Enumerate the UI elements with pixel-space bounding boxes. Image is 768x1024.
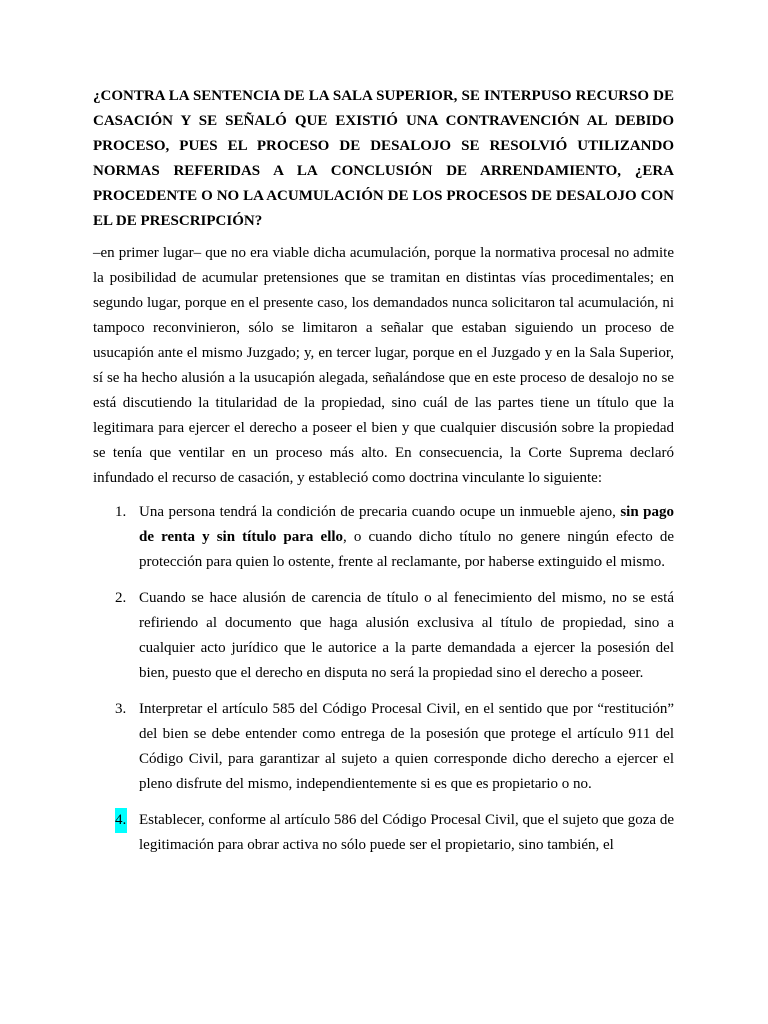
item-text: Cuando se hace alusión de carencia de título o al fenecimiento del mismo, no se está refiriendo al documento que haga alusión exclusiva al título de propiedad, sino a cualquier acto jurídico que le autorice a la parte demandada a ejercer la posesión del bien, puesto que el derecho en disputa no será la propiedad sino el derecho a poseer. bbox=[139, 590, 674, 681]
list-number: 3. bbox=[115, 701, 127, 717]
item-text: , o cuando dicho título no genere ningún efecto de protección para quien lo ostente, frente al reclamante, por haberse extinguido el mismo. bbox=[139, 529, 675, 570]
list-item bbox=[115, 586, 674, 686]
item-text: Establecer, conforme al artículo 586 del Código Procesal Civil, que el sujeto que goza de legitimación para obrar activa no sólo puede ser el propietario, sino también, el bbox=[139, 812, 674, 853]
question-heading: ¿CONTRA LA SENTENCIA DE LA SALA SUPERIOR, SE INTERPUSO RECURSO DE CASACIÓN Y SE SEÑALÓ QUE EXISTIÓ UNA CONTRAVENCIÓN AL DEBIDO PROCESO, PUES EL PROCESO DE DESALOJO SE RESOLVIÓ UTILIZANDO NORMAS REFERIDAS A LA CONCLUSIÓN DE ARRENDAMIENTO, ¿ERA PROCEDENTE O NO LA ACUMULACIÓN DE LOS PROCESOS DE DESALOJO CON EL DE PRESCRIPCIÓN? bbox=[93, 88, 674, 229]
list-item bbox=[115, 500, 675, 575]
item-bold-text: sin pago de renta y sin título para ello bbox=[139, 504, 674, 545]
list-number: 1. bbox=[115, 504, 127, 520]
list-item bbox=[115, 808, 674, 858]
list-item bbox=[115, 697, 674, 797]
item-text: Una persona tendrá la condición de precaria cuando ocupe un inmueble ajeno, bbox=[139, 504, 621, 520]
highlighted-list-number: 4. bbox=[115, 808, 127, 833]
body-paragraph: –en primer lugar– que no era viable dicha acumulación, porque la normativa procesal no admite la posibilidad de acumular pretensiones que se tramitan en distintas vías procedimentales; en segundo lugar, porque en el presente caso, los demandados nunca solicitaron tal acumulación, ni tampoco reconvinieron, sólo se limitaron a señalar que estaban siguiendo un proceso de usucapión ante el mismo Juzgado; y, en tercer lugar, porque en el Juzgado y en la Sala Superior, sí se ha hecho alusión a la usucapión alegada, señalándose que en este proceso de desalojo no se está discutiendo la titularidad de la propiedad, sino cuál de las partes tiene un título que la legitimara para ejercer el derecho a poseer el bien y que cualquier discusión sobre la propiedad se tenía que ventilar en un proceso más alto. En consecuencia, la Corte Suprema declaró infundado el recurso de casación, y estableció como doctrina vinculante lo siguiente: bbox=[93, 245, 674, 486]
doctrine-list bbox=[93, 500, 674, 858]
item-text: Interpretar el artículo 585 del Código Procesal Civil, en el sentido que por “restitución” del bien se debe entender como entrega de la posesión que protege el artículo 911 del Código Civil, para garantizar al sujeto a quien corresponde dicho derecho a ejercer el pleno disfrute del mismo, independientemente si es que es propietario o no. bbox=[139, 701, 674, 792]
list-number: 2. bbox=[115, 590, 127, 606]
